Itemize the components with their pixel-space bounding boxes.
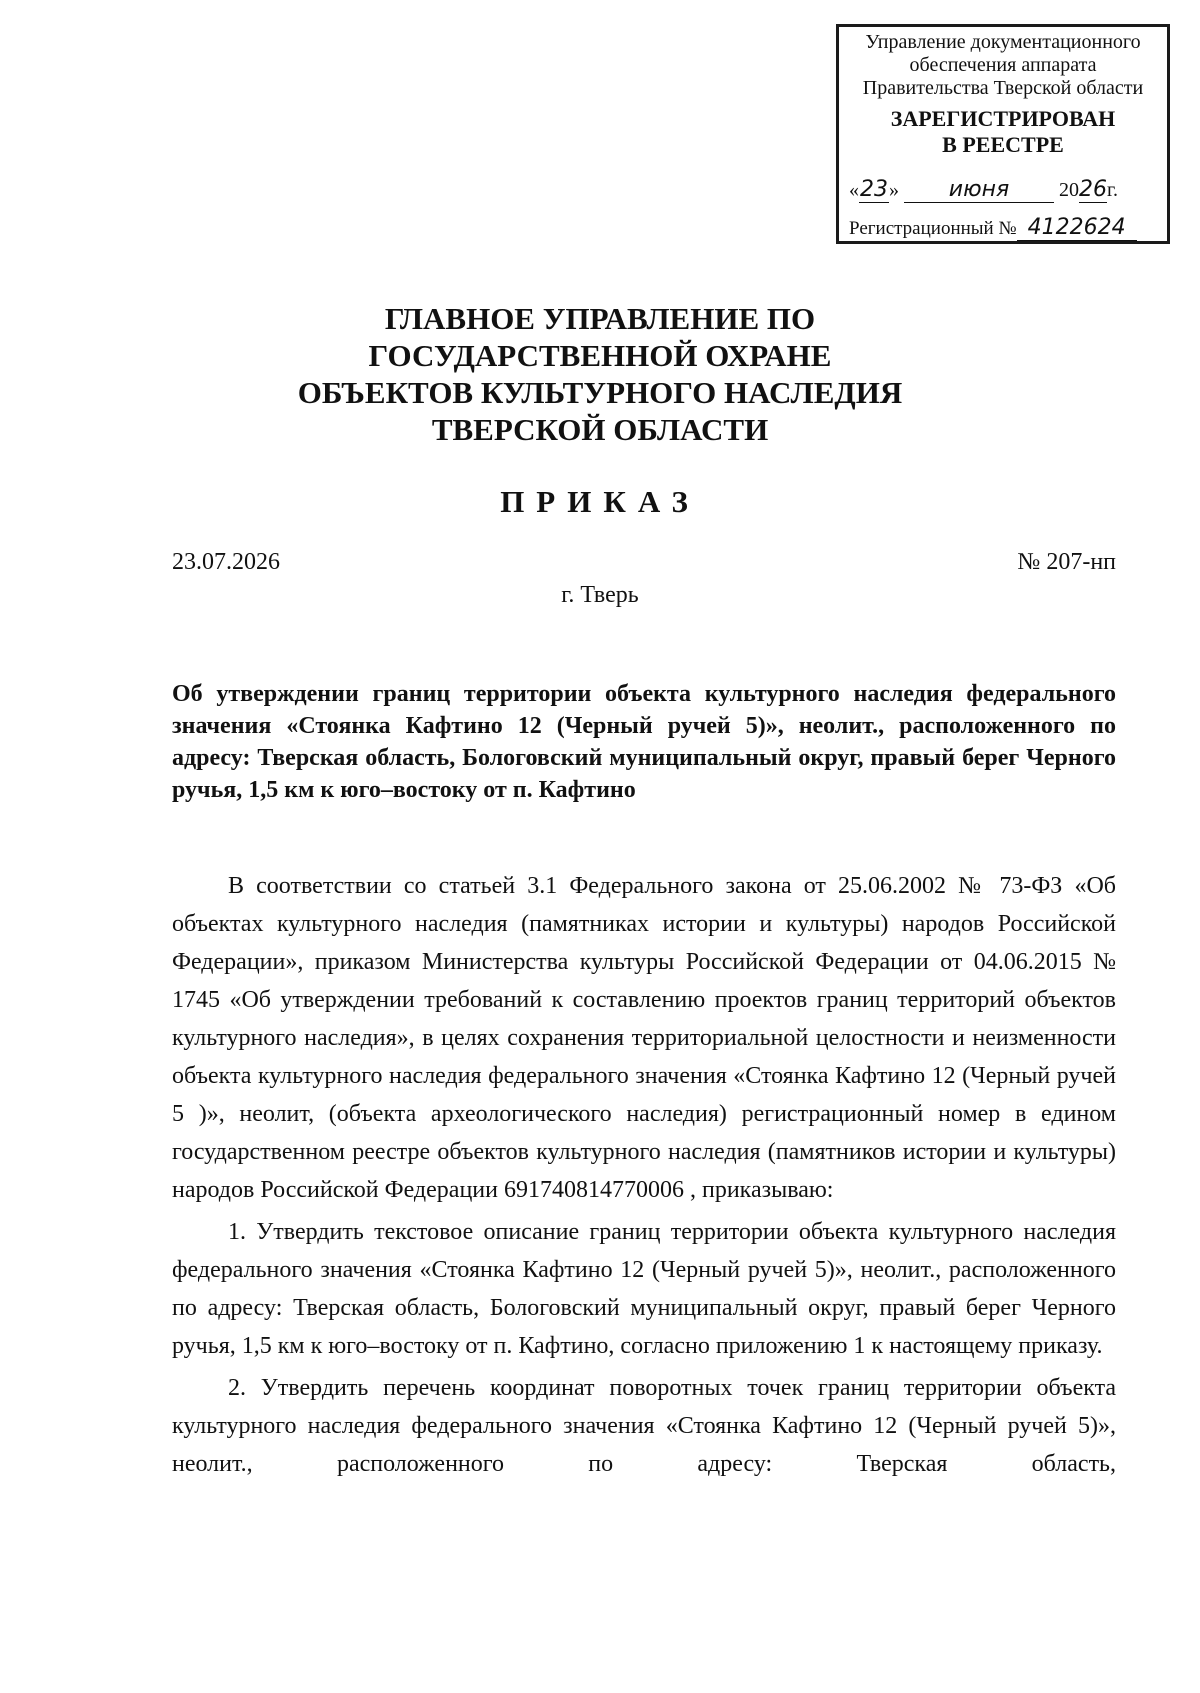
stamp-registration-number [849,215,1159,241]
document-type-heading: ПРИКАЗ [500,484,700,519]
org-title-line-2: ГОСУДАРСТВЕННОЙ ОХРАНЕ [368,338,832,373]
org-title-line-1: ГЛАВНОЕ УПРАВЛЕНИЕ ПО [384,301,816,336]
stamp-date-open-quote: « [849,179,859,201]
stamp-reg-number: 4122624 [1017,215,1137,241]
document-body [172,867,1116,1487]
stamp-date-month: июня [904,177,1054,203]
document-date: 23.07.2026 [172,549,280,575]
document-number: № 207-нп [1017,549,1116,575]
stamp-date-day: 23 [860,177,888,202]
stamp-authority-line-3: Правительства Тверской области [862,77,1144,99]
stamp-date-close-quote: » [889,179,899,201]
stamp-registered-line-2: В РЕЕСТРЕ [942,132,1064,157]
stamp-date-year-unit: г. [1107,179,1118,201]
body-item-1: 1. Утвердить текстовое описание границ территории объекта культурного наследия федерального значения «Стоянка Кафтино 12 (Черный ручей 5)», неолит., расположенного по адресу: Тверская область, Бологовский муниципальный округ, правый берег Черного ручья, 1,5 км к юго–востоку от п. Кафтино, согласно приложению 1 к настоящему приказу. [172,1219,1116,1359]
stamp-registered-line-1: ЗАРЕГИСТРИРОВАН [890,106,1116,131]
org-title-line-4: ТВЕРСКОЙ ОБЛАСТИ [431,412,769,447]
stamp-reg-label: Регистрационный № [849,218,1017,239]
organization-title [200,300,1000,448]
stamp-date-year-prefix: 20 [1059,179,1079,201]
document-subject: Об утверждении границ территории объекта культурного наследия федерального значения «Стоянка Кафтино 12 (Черный ручей 5)», неолит., расположенного по адресу: Тверская область, Бологовский муниципальный округ, правый берег Черного ручья, 1,5 км к юго–востоку от п. Кафтино [172,681,1116,803]
stamp-date-year-suffix: 26 [1079,177,1107,202]
registration-stamp [836,24,1170,244]
stamp-authority-line-1: Управление документационного [865,31,1141,53]
body-item-2: 2. Утвердить перечень координат поворотных точек границ территории объекта культурного наследия федерального значения «Стоянка Кафтино 12 (Черный ручей 5)», неолит., расположенного по адресу: Тверская область, [172,1375,1116,1477]
stamp-authority-line-2: обеспечения аппарата [909,54,1097,76]
body-preamble: В соответствии со статьей 3.1 Федерального закона от 25.06.2002 № 73-ФЗ «Об объектах культурного наследия (памятниках истории и культуры) народов Российской Федерации», приказом Министерства культуры Российской Федерации от 04.06.2015 № 1745 «Об утверждении требований к составлению проектов границ территорий объектов культурного наследия», в целях сохранения территориальной целостности и неизменности объекта культурного наследия федерального значения «Стоянка Кафтино 12 (Черный ручей 5 )», неолит, (объекта археологического наследия) регистрационный номер в едином государственном реестре объектов культурного наследия (памятников истории и культуры) народов Российской Федерации 691740814770006 , приказываю: [172,873,1116,1203]
org-title-line-3: ОБЪЕКТОВ КУЛЬТУРНОГО НАСЛЕДИЯ [297,375,903,410]
stamp-date [849,177,1159,203]
document-city: г. Тверь [561,582,639,608]
